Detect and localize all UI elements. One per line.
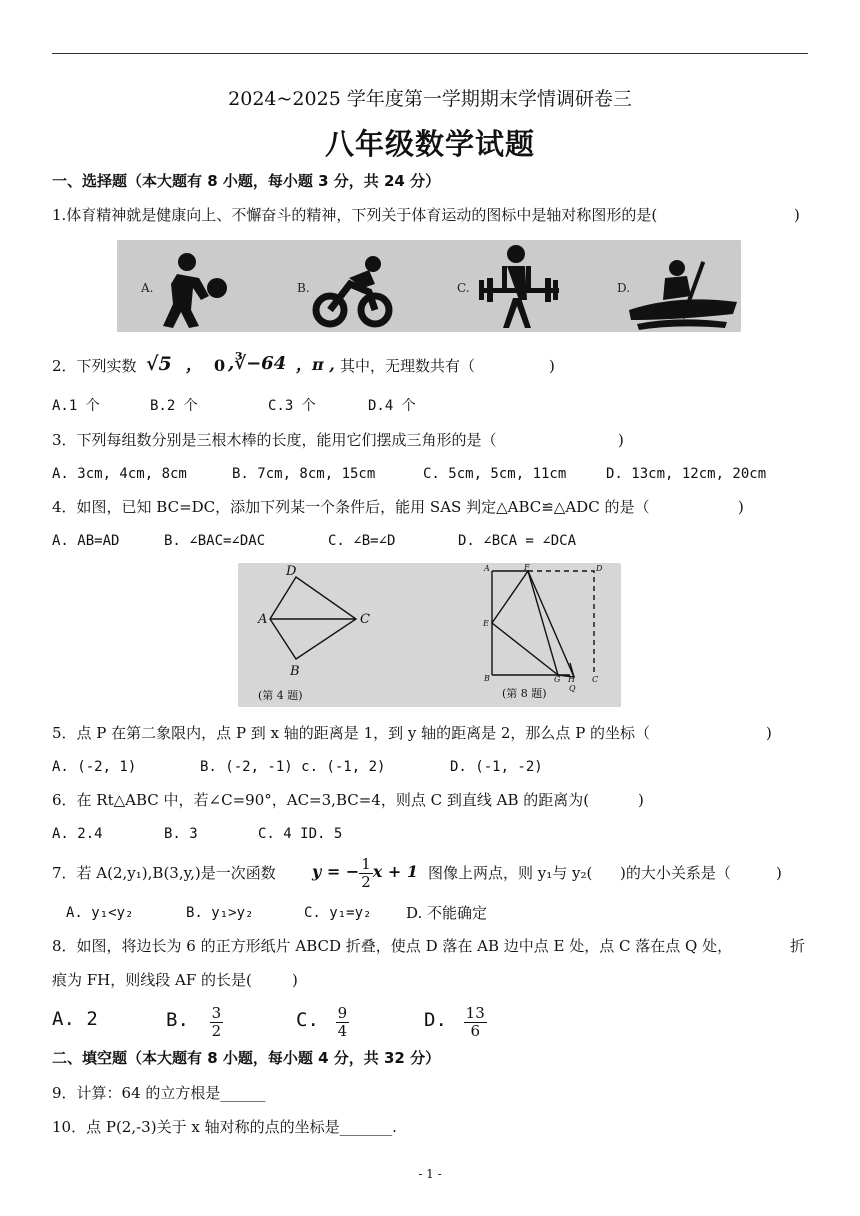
q2-comma1: ， <box>186 355 203 374</box>
exam-title: 八年级数学试题 <box>324 127 535 161</box>
svg-text:H: H <box>568 675 575 684</box>
svg-text:E: E <box>483 619 489 628</box>
svg-text:C: C <box>592 675 599 684</box>
q6-close: ) <box>638 791 644 809</box>
q3-option-b: B. 7cm, 8cm, 15cm <box>232 466 376 482</box>
q2-option-a: A.1 个 <box>52 398 100 414</box>
q3-option-c: C. 5cm, 5cm, 11cm <box>423 466 567 482</box>
top-rule <box>52 53 808 54</box>
q4-option-a: A. AB=AD <box>52 533 120 549</box>
svg-text:B.: B. <box>297 281 310 295</box>
q4-option-b: B. ∠BAC=∠DAC <box>164 533 266 549</box>
q8-line2: 痕为 FH，则线段 AF 的长是( <box>52 971 252 989</box>
svg-text:G: G <box>554 675 561 684</box>
svg-text:D: D <box>286 564 297 579</box>
q5-text: 5．点 P 在第二象限内，点 P 到 x 轴的距离是 1，到 y 轴的距离是 2，那么点 P 的坐标（ <box>52 724 651 742</box>
q3-close: ) <box>618 431 624 449</box>
q8-option-a: A. 2 <box>52 1008 98 1030</box>
svg-text:(第 8 题): (第 8 题) <box>502 687 547 700</box>
q2-zero: 0 <box>214 356 226 375</box>
q4-text: 4．如图，已知 BC=DC，添加下列某一个条件后，能用 SAS 判定△ABC≌△ADC 的是（ <box>52 498 650 516</box>
q7-option-a: A. y₁<y₂ <box>66 905 134 921</box>
svg-text:Q: Q <box>569 684 576 693</box>
section-1-heading: 一、选择题（本大题有 8 小题，每小题 3 分，共 24 分） <box>52 172 441 190</box>
q5-close: ) <box>766 724 772 742</box>
q7-close: ) <box>776 864 782 882</box>
svg-text:C: C <box>360 612 370 627</box>
q8-option-d: D. $\frac{13}{6}$ <box>424 1003 485 1040</box>
svg-text:B: B <box>290 664 300 679</box>
q2-mid: 其中，无理数共有（ <box>340 357 476 375</box>
q2-option-b: B.2 个 <box>150 398 198 414</box>
q3-option-a: A. 3cm, 4cm, 8cm <box>52 466 187 482</box>
q2-cbrt: ,∛−64 <box>228 353 287 374</box>
q2-option-d: D.4 个 <box>368 398 416 414</box>
svg-text:D.: D. <box>617 281 631 295</box>
q8-line1-end: 折 <box>790 937 806 955</box>
q1-icons-image <box>117 240 741 332</box>
q7-post2: )的大小关系是（ <box>620 864 731 882</box>
svg-text:A.: A. <box>141 281 154 295</box>
q7-pre: 7．若 A(2,y₁),B(3,y,)是一次函数 <box>52 864 276 882</box>
q6-option-c-d: C. 4 ID. 5 <box>258 826 343 842</box>
q7-function: y = − $\frac{1}{2}$ x + 1 <box>312 854 419 891</box>
q7-post: 图像上两点，则 y₁与 y₂( <box>428 864 593 882</box>
svg-text:D: D <box>596 564 603 573</box>
q1-text: 1.体育精神就是健康向上、不懈奋斗的精神，下列关于体育运动的图标中是轴对称图形的是( <box>52 206 658 224</box>
svg-text:A: A <box>258 612 268 627</box>
q6-option-b: B. 3 <box>164 826 198 842</box>
section-2-heading: 二、填空题（本大题有 8 小题，每小题 4 分，共 32 分） <box>52 1049 441 1067</box>
svg-text:C.: C. <box>457 281 470 295</box>
q2-pi: ，π , <box>296 355 335 374</box>
svg-text:F: F <box>524 563 530 572</box>
q3-text: 3．下列每组数分别是三根木棒的长度，能用它们摆成三角形的是（ <box>52 431 497 449</box>
q8-close: ) <box>292 971 298 989</box>
q2-sqrt5: √5 <box>146 353 172 375</box>
q2-option-c: C.3 个 <box>268 398 316 414</box>
exam-subtitle: 2024~2025 学年度第一学期期末学情调研卷三 <box>228 88 632 110</box>
page-number: - 1 - <box>418 1167 442 1181</box>
figures-image <box>238 563 621 707</box>
q1-close: ) <box>794 206 800 224</box>
q7-option-b: B. y₁>y₂ <box>186 905 254 921</box>
q7-option-d: D. 不能确定 <box>406 904 488 922</box>
q10-text: 10．点 P(2,-3)关于 x 轴对称的点的坐标是_______. <box>52 1118 397 1136</box>
svg-text:A: A <box>484 564 490 573</box>
q3-option-d: D. 13cm, 12cm, 20cm <box>606 466 767 482</box>
q2-pre: 2．下列实数 <box>52 357 137 375</box>
q8-option-c: C. $\frac{9}{4}$ <box>296 1003 348 1040</box>
svg-text:B: B <box>484 674 490 683</box>
q8-line1: 8．如图，将边长为 6 的正方形纸片 ABCD 折叠，使点 D 落在 AB 边中点 E 处，点 C 落在点 Q 处， <box>52 937 733 955</box>
q6-text: 6．在 Rt△ABC 中，若∠C=90°，AC=3,BC=4，则点 C 到直线 AB 的距离为( <box>52 791 590 809</box>
q5-option-a: A. (-2, 1) <box>52 759 137 775</box>
q4-option-d: D. ∠BCA = ∠DCA <box>458 533 577 549</box>
q6-option-a: A. 2.4 <box>52 826 103 842</box>
q7-option-c: C. y₁=y₂ <box>304 905 372 921</box>
svg-text:(第 4 题): (第 4 题) <box>258 689 303 702</box>
q5-option-d: D. (-1, -2) <box>450 759 543 775</box>
q2-close: ) <box>549 357 555 375</box>
q5-option-b-c: B. (-2, -1) c. (-1, 2) <box>200 759 386 775</box>
q8-option-b: B. $\frac{3}{2}$ <box>166 1003 222 1040</box>
q4-close: ) <box>738 498 744 516</box>
q4-option-c: C. ∠B=∠D <box>328 533 396 549</box>
q9-text: 9．计算：64 的立方根是______ <box>52 1084 266 1102</box>
